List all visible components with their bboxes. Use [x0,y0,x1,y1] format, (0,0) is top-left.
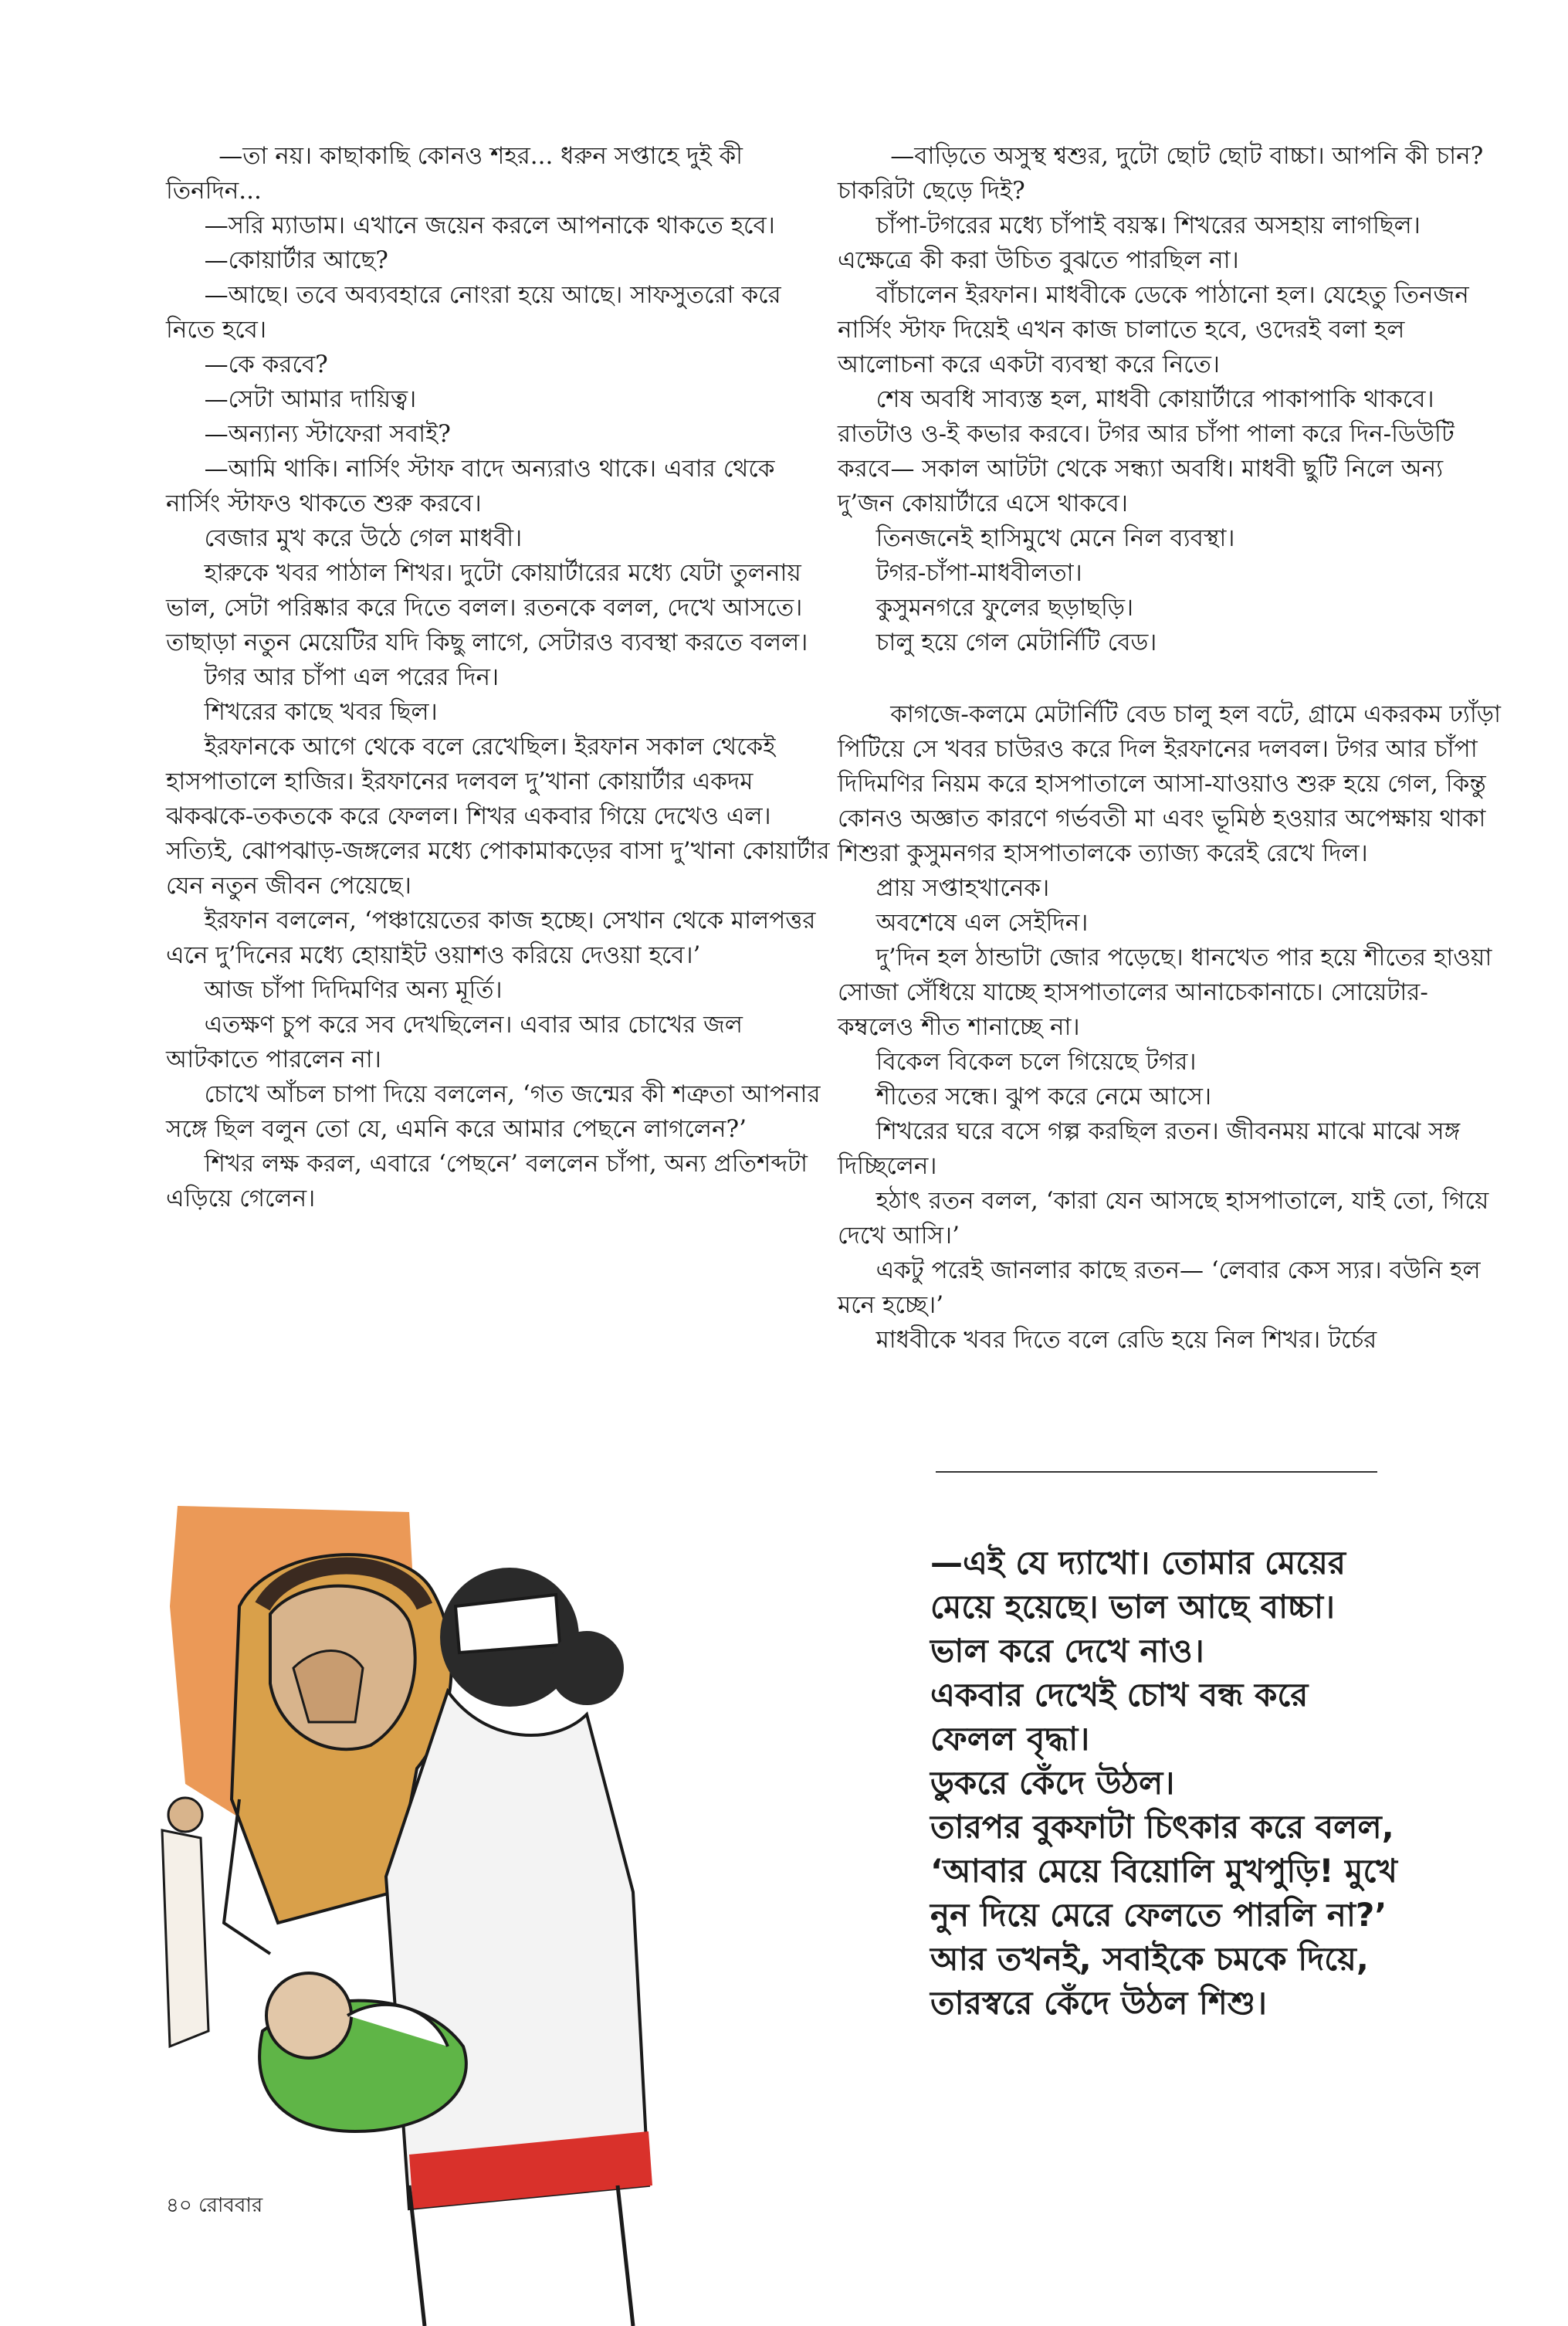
paragraph: বিকেল বিকেল চলে গিয়েছে টগর। [875,1048,1197,1076]
paragraph: —আছে। তবে অব্যবহারে নোংরা হয়ে আছে। সাফসুতরো করে নিতে হবে। [166,281,781,344]
pull-quote-line: তারস্বরে কেঁদে উঠল শিশু। [930,1984,1268,2022]
paragraph: —সেটা আমার দায়িত্ব। [204,385,417,413]
paragraph: টগর আর চাঁপা এল পরের দিন। [204,663,500,691]
paragraph: শিখর লক্ষ করল, এবারে ‘পেছনে’ বললেন চাঁপা, অন্য প্রতিশব্দটা এড়িয়ে গেলেন। [166,1150,808,1212]
pull-quote-line: নুন দিয়ে মেরে ফেলতে পারলি না?’ [930,1896,1387,1934]
paragraph: ইরফান বললেন, ‘পঞ্চায়েতের কাজ হচ্ছে। সেখান থেকে মালপত্তর এনে দু’দিনের মধ্যে হোয়াইট ওয়াশও করিয়ে দেওয়া হবে।’ [166,907,816,969]
paragraph: শিখরের ঘরে বসে গল্প করছিল রতন। জীবনময় মাঝে মাঝে সঙ্গ দিচ্ছিলেন। [838,1117,1461,1180]
paragraph: মাধবীকে খবর দিতে বলে রেডি হয়ে নিল শিখর। টর্চের [875,1326,1377,1354]
illustration-nurse-holding-newborn [154,1490,896,2326]
paragraph: দু’দিন হল ঠান্ডাটা জোর পড়েছে। ধানখেত পার হয়ে শীতের হাওয়া সোজা সেঁধিয়ে যাচ্ছে হাসপাতালের আনাচেকানাচে। সোয়েটার-কম্বলেও শীত শানাচ্ছে না। [838,944,1492,1041]
page-folio: ৪০ রোববার [166,2194,263,2217]
pull-quote-line: ‘আবার মেয়ে বিয়োলি মুখপুড়ি! মুখে [930,1852,1397,1890]
paragraph: একটু পরেই জানলার কাছে রতন— ‘লেবার কেস স্যর। বউনি হল মনে হচ্ছে।’ [838,1256,1481,1319]
pull-quote-line: —এই যে দ্যাখো। তোমার মেয়ের [930,1544,1346,1582]
paragraph: অবশেষে এল সেইদিন। [875,909,1089,937]
paragraph: বেজার মুখ করে উঠে গেল মাধবী। [204,524,523,552]
paragraph: —আমি থাকি। নার্সিং স্টাফ বাদে অন্যরাও থাকে। এবার থেকে নার্সিং স্টাফও থাকতে শুরু করবে। [166,455,775,517]
paragraph: শীতের সন্ধে। ঝুপ করে নেমে আসে। [875,1083,1212,1110]
paragraph: —অন্যান্য স্টাফেরা সবাই? [204,420,451,448]
paragraph: আজ চাঁপা দিদিমণির অন্য মূর্তি। [204,976,503,1004]
pull-quote [930,1541,1424,2025]
paragraph: এতক্ষণ চুপ করে সব দেখছিলেন। এবার আর চোখের জল আটকাতে পারলেন না। [166,1011,743,1073]
pull-quote-line: ভাল করে দেখে নাও। [930,1632,1204,1670]
pull-quote-line: ফেলল বৃদ্ধা। [930,1720,1090,1758]
text-column-left [166,139,830,1216]
pull-quote-divider [936,1471,1377,1473]
paragraph: —কোয়ার্টার আছে? [204,246,388,274]
pull-quote-line: মেয়ে হয়েছে। ভাল আছে বাচ্চা। [930,1588,1336,1626]
paragraph: টগর-চাঁপা-মাধবীলতা। [875,559,1082,587]
pull-quote-line: একবার দেখেই চোখ বন্ধ করে [930,1676,1309,1714]
paragraph: —বাড়িতে অসুস্থ শ্বশুর, দুটো ছোট ছোট বাচ্চা। আপনি কী চান? চাকরিটা ছেড়ে দিই? [838,142,1484,205]
paragraph: চোখে আঁচল চাপা দিয়ে বললেন, ‘গত জন্মের কী শত্রুতা আপনার সঙ্গে ছিল বলুন তো যে, এমনি করে আমার পেছনে লাগলেন?’ [166,1080,821,1143]
background-figure [162,1798,208,2046]
paragraph: তিনজনেই হাসিমুখে মেনে নিল ব্যবস্থা। [875,524,1235,552]
paragraph: প্রায় সপ্তাহখানেক। [875,874,1050,902]
pull-quote-line: আর তখনই, সবাইকে চমকে দিয়ে, [930,1940,1369,1978]
paragraph: শিখরের কাছে খবর ছিল। [204,698,438,726]
pull-quote-line: তারপর বুকফাটা চিৎকার করে বলল, [930,1808,1394,1846]
paragraph: কাগজে-কলমে মেটার্নিটি বেড চালু হল বটে, গ্রামে একরকম ঢ্যাঁড়া পিটিয়ে সে খবর চাউরও করে দিল ইরফানের দলবল। টগর আর চাঁপা দিদিমণির নিয়ম করে হাসপাতালে আসা-যাওয়াও শুরু হয়ে গেল, কিন্তু কোনও অজ্ঞাত কারণে গর্ভবতী মা এবং ভূমিষ্ঠ হওয়ার অপেক্ষায় থাকা শিশুরা কুসুমনগর হাসপাতালকে ত্যাজ্য করেই রেখে দিল। [838,700,1501,867]
paragraph: চাঁপা-টগরের মধ্যে চাঁপাই বয়স্ক। শিখরের অসহায় লাগছিল। এক্ষেত্রে কী করা উচিত বুঝতে পারছিল না। [838,212,1421,274]
paragraph: বাঁচালেন ইরফান। মাধবীকে ডেকে পাঠানো হল। যেহেতু তিনজন নার্সিং স্টাফ দিয়েই এখন কাজ চালাতে হবে, ওদেরই বলা হল আলোচনা করে একটা ব্যবস্থা করে নিতে। [838,281,1469,378]
paragraph: শেষ অবধি সাব্যস্ত হল, মাধবী কোয়ার্টারে পাকাপাকি থাকবে। রাতটাও ও-ই কভার করবে। টগর আর চাঁপা পালা করে দিন-ডিউটি করবে— সকাল আটটা থেকে সন্ধ্যা অবধি। মাধবী ছুটি নিলে অন্য দু’জন কোয়ার্টারে এসে থাকবে। [838,385,1455,517]
pull-quote-line: ডুকরে কেঁদে উঠল। [930,1764,1175,1802]
paragraph: চালু হয়ে গেল মেটার্নিটি বেড। [875,629,1157,656]
text-column-right [838,139,1502,1358]
paragraph: —তা নয়। কাছাকাছি কোনও শহর... ধরুন সপ্তাহে দুই কী তিনদিন... [166,142,743,205]
paragraph: হঠাৎ রতন বলল, ‘কারা যেন আসছে হাসপাতালে, যাই তো, গিয়ে দেখে আসি।’ [838,1187,1489,1249]
paragraph: —সরি ম্যাডাম। এখানে জয়েন করলে আপনাকে থাকতে হবে। [204,212,775,239]
section-break [838,660,1502,697]
paragraph: ইরফানকে আগে থেকে বলে রেখেছিল। ইরফান সকাল থেকেই হাসপাতালে হাজির। ইরফানের দলবল দু’খানা কোয়ার্টার একদম ঝকঝকে-তকতকে করে ফেলল। শিখর একবার গিয়ে দেখেও এল। সত্যিই, ঝোপঝাড়-জঙ্গলের মধ্যে পোকামাকড়ের বাসা দু’খানা কোয়ার্টার যেন নতুন জীবন পেয়েছে। [166,733,830,900]
paragraph: হারুকে খবর পাঠাল শিখর। দুটো কোয়ার্টারের মধ্যে যেটা তুলনায় ভাল, সেটা পরিষ্কার করে দিতে বলল। রতনকে বলল, দেখে আসতে। তাছাড়া নতুন মেয়েটির যদি কিছু লাগে, সেটারও ব্যবস্থা করতে বলল। [166,559,808,656]
paragraph: কুসুমনগরে ফুলের ছড়াছড়ি। [875,594,1134,622]
paragraph: —কে করবে? [204,351,328,378]
